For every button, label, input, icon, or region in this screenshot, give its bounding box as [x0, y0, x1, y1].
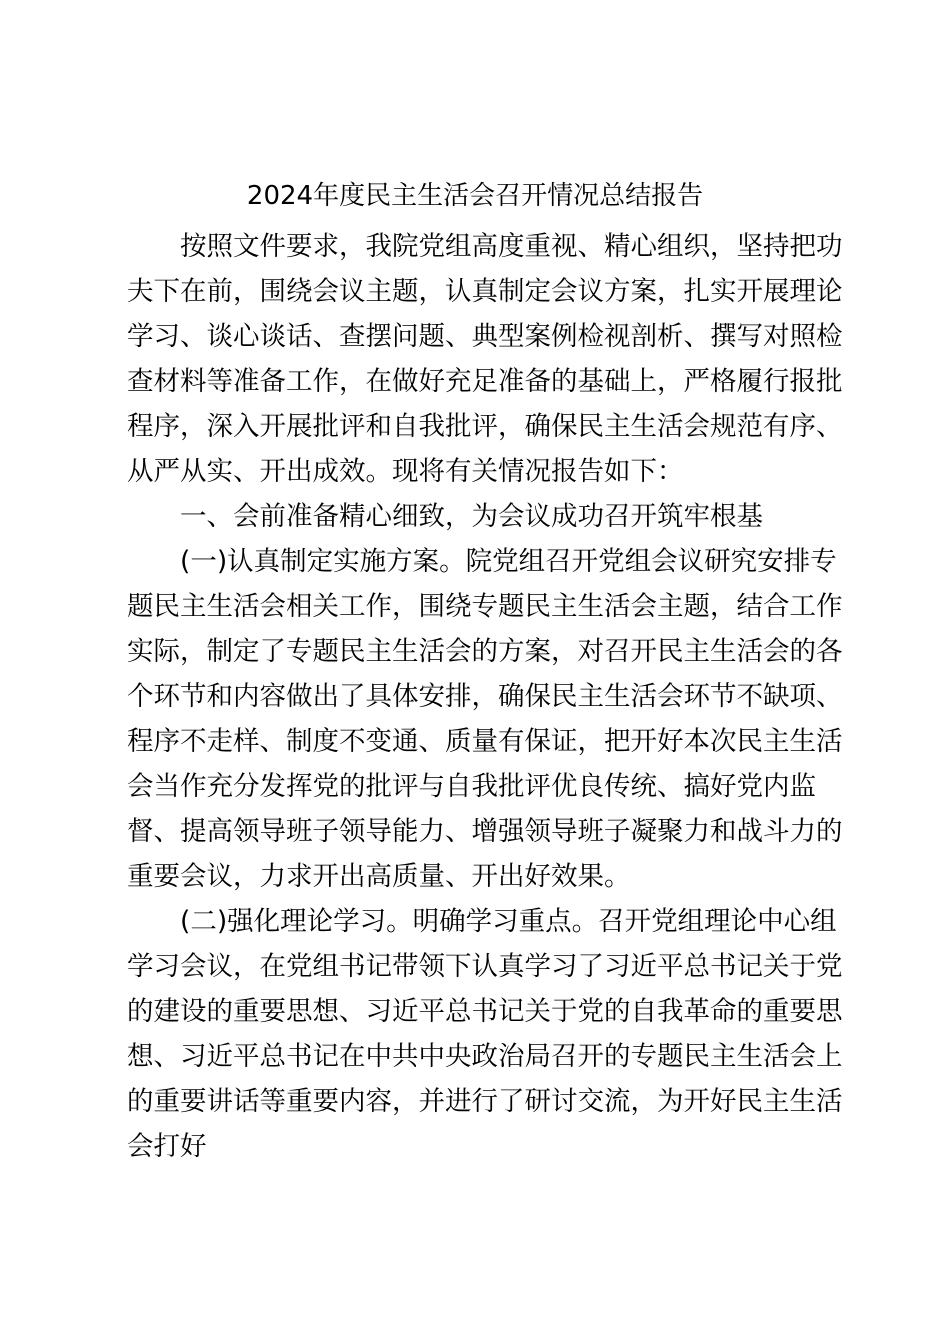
paragraph-line: 查材料等准备工作，在做好充足准备的基础上，严格履行报批	[127, 366, 843, 397]
paragraph-line: 会当作充分发挥党的批评与自我批评优良传统、搞好党内监	[127, 771, 816, 802]
paragraph-line: 会打好	[127, 1131, 207, 1162]
paragraph-line: (二)强化理论学习。明确学习重点。召开党组理论中心组	[180, 906, 837, 937]
paragraph-line: 实际，制定了专题民主生活会的方案，对召开民主生活会的各	[127, 636, 843, 667]
paragraph-line: 夫下在前，围绕会议主题，认真制定会议方案，扎实开展理论	[127, 276, 843, 307]
paragraph-line: 重要会议，力求开出高质量、开出好效果。	[127, 861, 631, 892]
paragraph-line: 程序不走样、制度不变通、质量有保证，把开好本次民主生活	[127, 726, 843, 757]
document-body	[127, 224, 843, 1169]
document-title: 2024年度民主生活会召开情况总结报告	[246, 181, 704, 211]
paragraph-line: 题民主生活会相关工作，围绕专题民主生活会主题，结合工作	[127, 591, 843, 622]
paragraph-line: 个环节和内容做出了具体安排，确保民主生活会环节不缺项、	[127, 681, 843, 712]
paragraph-line: 从严从实、开出成效。现将有关情况报告如下：	[127, 456, 684, 487]
paragraph-line: 学习、谈心谈话、查摆问题、典型案例检视剖析、撰写对照检	[127, 321, 843, 352]
paragraph-line: 程序，深入开展批评和自我批评，确保民主生活会规范有序、	[127, 411, 843, 442]
paragraph-line: 的建设的重要思想、习近平总书记关于党的自我革命的重要思	[127, 996, 843, 1027]
paragraph-line: (一)认真制定实施方案。院党组召开党组会议研究安排专	[180, 546, 837, 577]
paragraph-line: 学习会议，在党组书记带领下认真学习了习近平总书记关于党	[127, 951, 843, 982]
paragraph-line: 按照文件要求，我院党组高度重视、精心组织，坚持把功	[180, 231, 843, 262]
paragraph-line: 督、提高领导班子领导能力、增强领导班子凝聚力和战斗力的	[127, 816, 843, 847]
section-heading: 一、会前准备精心细致，为会议成功召开筑牢根基	[180, 501, 763, 532]
paragraph-line: 想、习近平总书记在中共中央政治局召开的专题民主生活会上	[127, 1041, 843, 1072]
paragraph-line: 的重要讲话等重要内容，并进行了研讨交流，为开好民主生活	[127, 1086, 843, 1117]
